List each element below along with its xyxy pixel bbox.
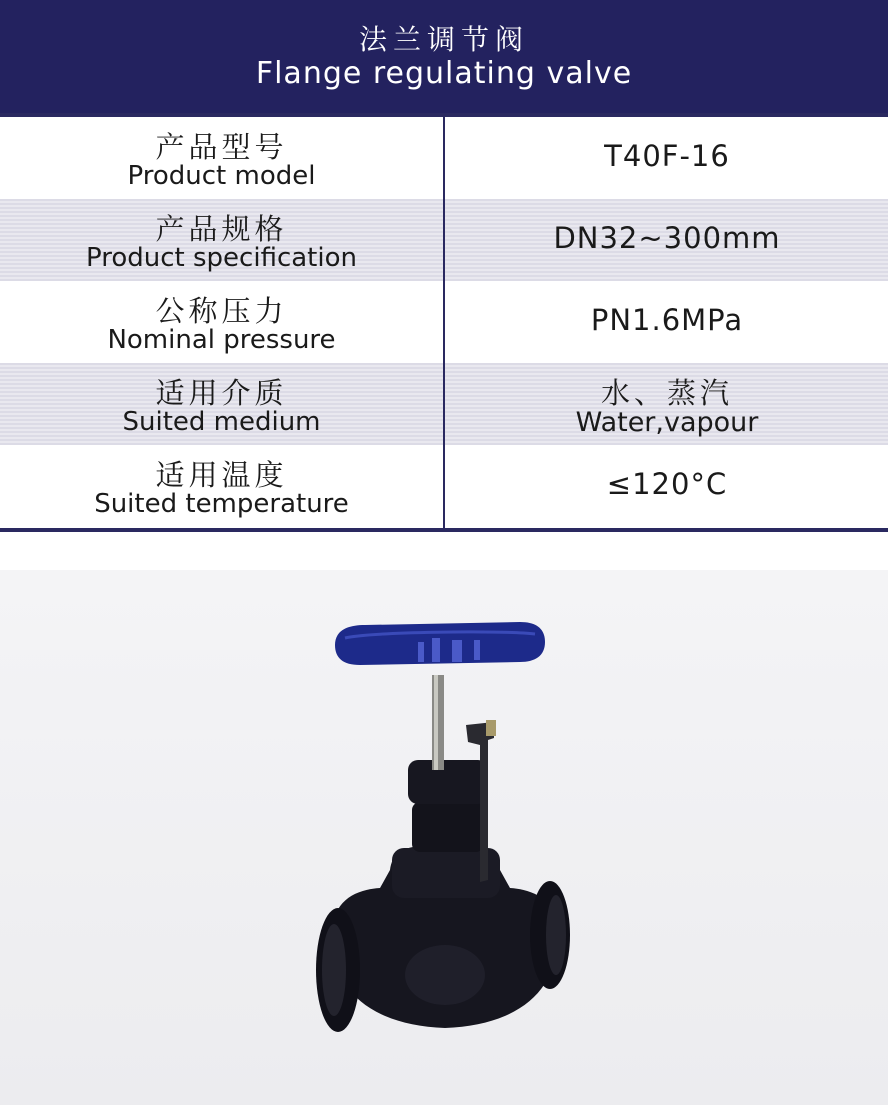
spec-value-cell (446, 363, 888, 445)
spec-label-en: Product specification (86, 243, 357, 273)
handwheel-marking (418, 642, 424, 662)
spec-label-cell (0, 445, 443, 527)
spec-value: DN32~300mm (553, 221, 781, 255)
spec-value-cell (446, 281, 888, 363)
spec-value: T40F-16 (604, 139, 730, 173)
title-zh: 法兰调节阀 (358, 23, 529, 56)
right-port (546, 895, 566, 975)
spec-label-cell (0, 117, 443, 199)
spec-value-en: Water,vapour (575, 407, 759, 438)
spec-label-cell (0, 281, 443, 363)
spec-label-en: Product model (127, 161, 316, 191)
spec-value-zh: 水、蒸汽 (600, 376, 733, 410)
title-en: Flange regulating valve (255, 56, 633, 91)
spec-label-cell (0, 199, 443, 281)
body-highlight (405, 945, 485, 1005)
spec-label-zh: 适用介质 (155, 376, 288, 410)
spec-label-zh: 适用温度 (155, 458, 288, 492)
gland (412, 802, 484, 852)
gland-nut (408, 760, 488, 804)
spec-value-cell (446, 117, 888, 199)
handwheel-marking (474, 640, 480, 660)
spec-label-zh: 产品规格 (155, 212, 288, 246)
handwheel-marking (452, 640, 462, 662)
page-header (0, 0, 888, 113)
handwheel-marking (432, 638, 440, 662)
table-bottom-rule (0, 528, 888, 532)
stem-highlight (434, 675, 438, 770)
spec-label-en: Suited medium (122, 407, 321, 437)
spec-label-en: Suited temperature (94, 489, 349, 519)
spec-label-cell (0, 363, 443, 445)
valve-illustration (0, 570, 888, 1105)
column-divider (443, 117, 445, 528)
spec-value: ≤120°C (606, 467, 728, 501)
indicator-tab (486, 720, 496, 736)
spec-label-zh: 产品型号 (155, 130, 288, 164)
spec-value-cell (446, 199, 888, 281)
left-port (322, 924, 346, 1016)
spec-label-en: Nominal pressure (107, 325, 336, 355)
spec-value-cell (446, 445, 888, 527)
product-photo (0, 570, 888, 1105)
spec-label-zh: 公称压力 (155, 294, 288, 328)
spec-value: PN1.6MPa (590, 303, 744, 337)
